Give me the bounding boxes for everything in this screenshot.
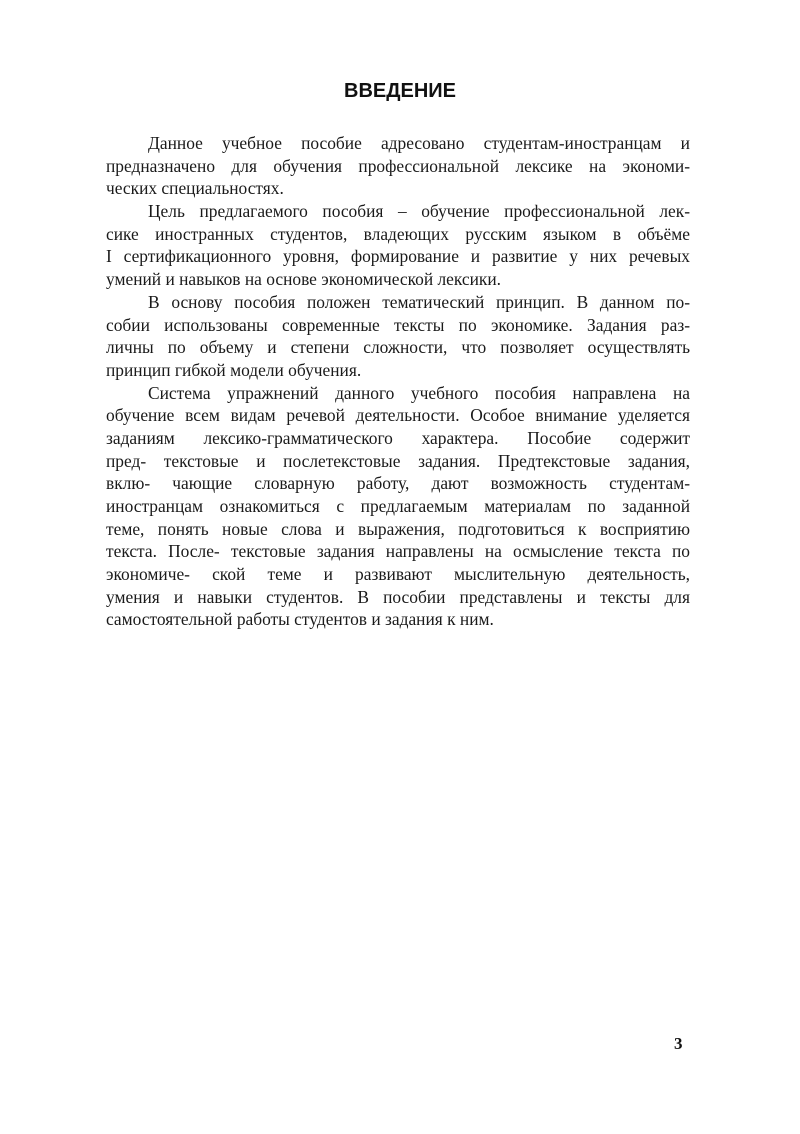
text-line: Данное учебное пособие адресовано студентам-иностранцам и xyxy=(148,133,690,153)
text-line: обучение всем видам речевой деятельности. Особое внимание уделяется xyxy=(106,405,690,426)
text-line: сике иностранных студентов, владеющих русским языком в объёме xyxy=(106,223,690,244)
text-line: вклю- чающие словарную работу, дают возможность студентам- xyxy=(106,473,690,494)
text-line: теме, понять новые слова и выражения, подготовиться к восприятию xyxy=(106,518,690,539)
text-line: Система упражнений данного учебного пособия направлена на xyxy=(148,382,690,403)
text-line: принцип гибкой модели обучения. xyxy=(106,359,362,380)
text-line: Цель предлагаемого пособия – обучение профессиональной лек- xyxy=(148,201,690,222)
text-line: личны по объему и степени сложности, что позволяет осуществлять xyxy=(106,337,690,358)
text-line: собии использованы современные тексты по экономике. Задания раз- xyxy=(106,314,690,335)
text-line: экономиче- ской теме и развивают мыслительную деятельность, xyxy=(106,564,690,585)
text-line: предназначено для обучения профессиональной лексике на экономи- xyxy=(106,155,690,176)
text-line: В основу пособия положен тематический принцип. В данном по- xyxy=(148,291,690,312)
text-line: самостоятельной работы студентов и задания к ним. xyxy=(106,609,494,630)
text-line: I сертификационного уровня, формирование и развитие у них речевых xyxy=(106,246,690,267)
page-number: 3 xyxy=(674,1034,683,1053)
page-title: ВВЕДЕНИЕ xyxy=(344,80,456,102)
text-line: ческих специальностях. xyxy=(106,178,284,199)
text-line: текста. После- текстовые задания направлены на осмысление текста по xyxy=(106,541,690,562)
text-line: заданиям лексико-грамматического характера. Пособие содержит xyxy=(106,427,690,448)
text-line: иностранцам ознакомиться с предлагаемым материалам по заданной xyxy=(106,496,690,516)
body-text xyxy=(106,132,690,631)
text-line: умений и навыков на основе экономической лексики. xyxy=(106,269,502,290)
text-line: умения и навыки студентов. В пособии представлены и тексты для xyxy=(106,586,690,607)
text-line: пред- текстовые и послетекстовые задания. Предтекстовые задания, xyxy=(106,450,690,471)
